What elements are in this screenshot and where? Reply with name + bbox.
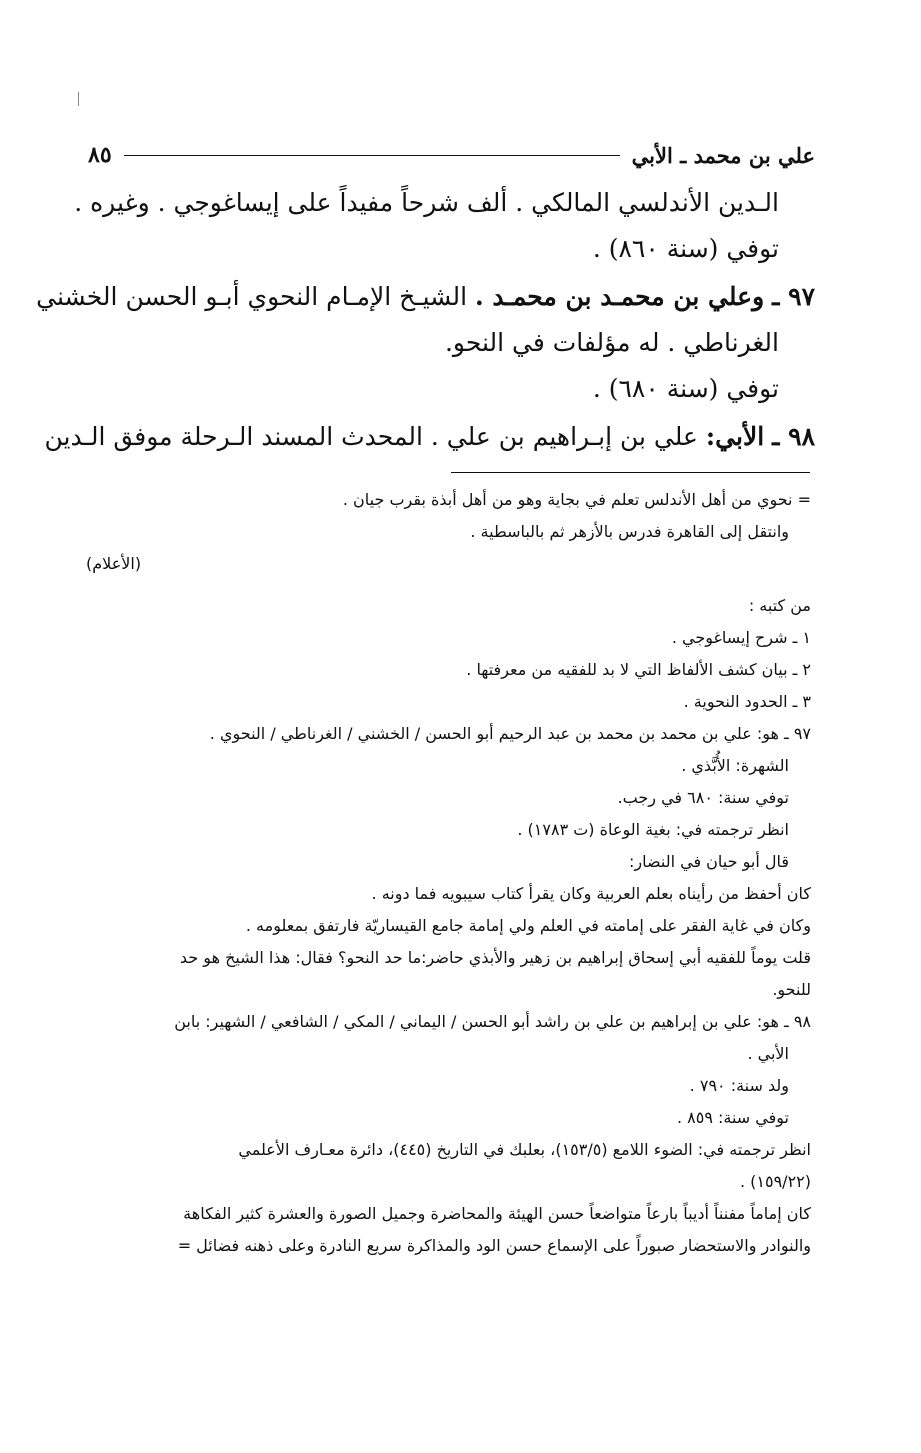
note-line: للنحو. bbox=[772, 980, 811, 999]
note-line: الشهرة: الأُبَّذي . bbox=[681, 756, 789, 775]
scan-mark bbox=[78, 92, 79, 106]
page-header bbox=[88, 138, 815, 172]
note-97-first: ٩٧ ـ هو: علي بن محمد بن محمد بن عبد الرحيم أبو الحسن / الخشني / الغرناطي / النحوي . bbox=[209, 724, 811, 743]
note-line: توفي سنة: ٨٥٩ . bbox=[676, 1108, 789, 1127]
entry-head: الأبي: bbox=[705, 422, 765, 451]
note-line: انظر ترجمته في: الضوء اللامع (١٥٣/٥)، بعلبك في التاريخ (٤٤٥)، دائرة معـارف الأعلمي bbox=[238, 1140, 811, 1159]
note-line: ولد سنة: ٧٩٠ . bbox=[689, 1076, 789, 1095]
header-rule bbox=[124, 155, 620, 156]
running-title: علي بن محمد ـ الأبي bbox=[631, 142, 815, 168]
text-line: توفي (سنة ٨٦٠) . bbox=[592, 234, 779, 263]
note-line: وكان في غاية الفقر على إمامته في العلم ولي إمامة جامع القيساريّة فارتفق بمعلومه . bbox=[245, 916, 811, 935]
entry-head: وعلي بن محمـد بن محمـد . bbox=[474, 282, 765, 311]
entry-number: ٩٧ ـ bbox=[772, 282, 815, 311]
entry-97 bbox=[36, 274, 815, 320]
note-line: قلت يوماً للفقيه أبي إسحاق إبراهيم بن زهير والأبذي حاضر:ما حد النحو؟ فقال: هذا الشيخ هو حد bbox=[179, 948, 811, 967]
entry-text: علي بن إبـراهيم بن علي . المحدث المسند الـرحلة موفق الـدين bbox=[44, 422, 698, 451]
note-line: قال أبو حيان في النضار: bbox=[629, 852, 789, 871]
footnote-rule bbox=[451, 472, 810, 473]
note-line: كان أحفظ من رأيناه بعلم العربية وكان يقرأ كتاب سيبويه فما دونه . bbox=[371, 884, 811, 903]
note-line: (١٥٩/٢٢) . bbox=[739, 1172, 811, 1191]
text-line: الـدين الأندلسي المالكي . ألف شرحاً مفيداً على إيساغوجي . وغيره . bbox=[74, 188, 779, 217]
note-line: انظر ترجمته في: بغية الوعاة (ت ١٧٨٣) . bbox=[517, 820, 789, 839]
book-item: ٢ ـ بيان كشف الألفاظ التي لا بد للفقيه من معرفتها . bbox=[466, 660, 811, 679]
note-line: وانتقل إلى القاهرة فدرس بالأزهر ثم بالباسطية . bbox=[470, 522, 789, 541]
text-line: توفي (سنة ٦٨٠) . bbox=[592, 374, 779, 403]
note-98-first: ٩٨ ـ هو: علي بن إبراهيم بن علي بن راشد أبو الحسن / اليماني / المكي / الشافعي / الشهير: بابن bbox=[174, 1012, 811, 1031]
book-item: ١ ـ شرح إيساغوجي . bbox=[671, 628, 811, 647]
note-line: الأبي . bbox=[747, 1044, 789, 1063]
note-line: توفي سنة: ٦٨٠ في رجب. bbox=[617, 788, 789, 807]
note-line: = نحوي من أهل الأندلس تعلم في بجاية وهو من أهل أبذة بقرب جيان . bbox=[342, 490, 811, 509]
source-citation: (الأعلام) bbox=[86, 554, 142, 573]
text-line: الغرناطي . له مؤلفات في النحو. bbox=[444, 328, 779, 357]
book-item: ٣ ـ الحدود النحوية . bbox=[683, 692, 811, 711]
entry-98 bbox=[44, 414, 815, 460]
footnotes bbox=[86, 484, 811, 1262]
main-text bbox=[36, 180, 815, 460]
entry-number: ٩٨ ـ bbox=[772, 422, 815, 451]
books-heading: من كتبه : bbox=[748, 596, 811, 615]
note-line: كان إماماً مفنناً أديباً بارعاً متواضعاً حسن الهيئة والمحاضرة وجميل الصورة والعشرة كثير الفكاهة bbox=[183, 1204, 811, 1223]
note-line: والنوادر والاستحضار صبوراً على الإسماع حسن الود والمذاكرة سريع النادرة وعلى ذهنه فضائل = bbox=[177, 1236, 811, 1255]
entry-text: الشيـخ الإمـام النحوي أبـو الحسن الخشني bbox=[36, 282, 468, 311]
page-number: ٨٥ bbox=[88, 142, 112, 168]
